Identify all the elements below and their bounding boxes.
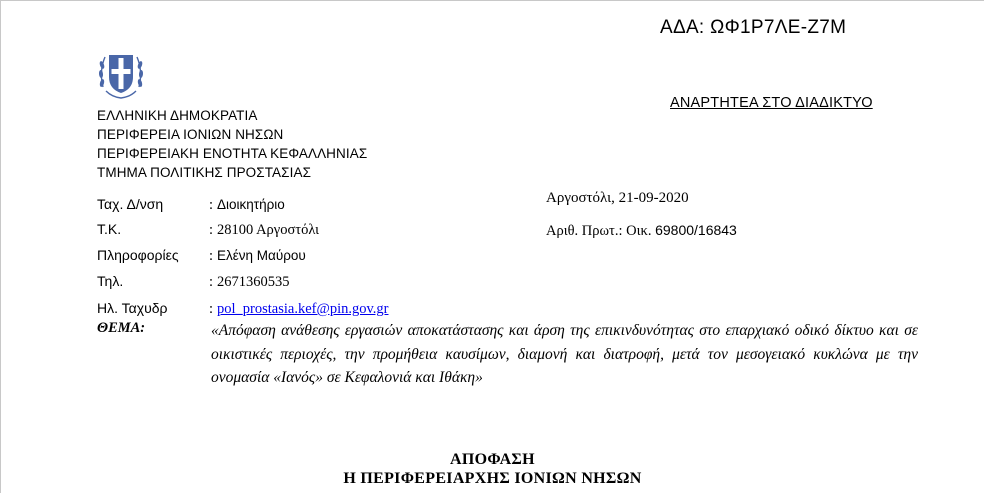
contact-row-phone: Τηλ. : 2671360535 (97, 273, 290, 290)
ada-code: ΑΔΑ: ΩΦ1Ρ7ΛΕ-Ζ7Μ (660, 17, 847, 38)
contact-label: Πληροφορίες (97, 247, 179, 263)
contact-value: 2671360535 (217, 274, 290, 290)
decision-title: ΑΠΟΦΑΣΗ (450, 451, 535, 468)
header-line-republic: ΕΛΛΗΝΙΚΗ ΔΗΜΟΚΡΑΤΙΑ (97, 108, 258, 123)
contact-label: Τ.Κ. (97, 221, 122, 237)
header-line-region: ΠΕΡΙΦΕΡΕΙΑ ΙΟΝΙΩΝ ΝΗΣΩΝ (97, 127, 284, 142)
email-link[interactable]: pol_prostasia.kef@pin.gov.gr (217, 301, 389, 317)
contact-label: Ηλ. Ταχυδρ (97, 300, 168, 316)
contact-value: Διοικητήριο (217, 197, 285, 212)
contact-label: Τηλ. (97, 273, 124, 289)
contact-value: Ελένη Μαύρου (217, 248, 306, 263)
subject-label: ΘΕΜΑ: (97, 320, 146, 336)
issuing-authority (97, 106, 367, 182)
decision-subtitle: Η ΠΕΡΙΦΕΡΕΙΑΡΧΗΣ ΙΟΝΙΩΝ ΝΗΣΩΝ (343, 470, 642, 487)
contact-value: 28100 Αργοστόλι (217, 222, 320, 238)
protocol-number (546, 222, 737, 240)
place-and-date: Αργοστόλι, 21-09-2020 (546, 190, 689, 206)
contact-row-postal-code: Τ.Κ. : 28100 Αργοστόλι (97, 221, 320, 238)
header-line-regional-unit: ΠΕΡΙΦΕΡΕΙΑΚΗ ΕΝΟΤΗΤΑ ΚΕΦΑΛΛΗΝΙΑΣ (97, 146, 368, 161)
contact-row-email: Ηλ. Ταχυδρ : pol_prostasia.kef@pin.gov.gr (97, 300, 389, 317)
publish-online-note: ΑΝΑΡΤΗΤΕΑ ΣΤΟ ΔΙΑΔΙΚΤΥΟ (670, 95, 873, 111)
contact-row-information: Πληροφορίες : Ελένη Μαύρου (97, 247, 306, 264)
contact-label: Ταχ. Δ/νση (97, 196, 164, 212)
contact-row-address: Ταχ. Δ/νση : Διοικητήριο (97, 196, 285, 213)
header-line-department: ΤΜΗΜΑ ΠΟΛΙΤΙΚΗΣ ΠΡΟΣΤΑΣΙΑΣ (97, 165, 312, 180)
protocol-label: Αριθ. Πρωτ.: Οικ. (546, 223, 652, 239)
subject-text: «Απόφαση ανάθεσης εργασιών αποκατάστασης και άρση της επικινδυνότητας στο επαρχιακό οδικό δίκτυο και σε οικιστικές περιοχές, την προμήθεια καυσίμων, διαμονή και διατροφή, μετά τον μεσογειακό κυκλώνα με την ονομασία «Ιανός» σε Κεφαλονιά και Ιθάκη» (211, 322, 918, 386)
protocol-value: 69800/16843 (655, 222, 737, 238)
greek-coat-of-arms-icon (97, 47, 145, 102)
